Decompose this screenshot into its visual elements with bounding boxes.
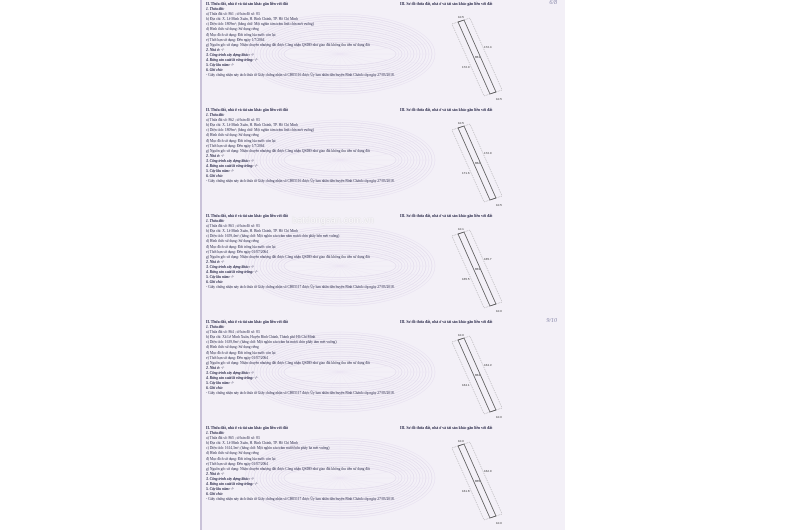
handwritten-page-mark: 9/10: [546, 318, 557, 324]
parcel-info-line: c) Diện tích: 1614,3m²; (bằng chữ: Một nghìn sáu trăm mười bốn phẩy ba mét vuông): [206, 446, 330, 451]
parcel-info-line: a) Thửa đất số: 863 ; tờ bản đồ số: 83: [206, 224, 260, 229]
parcel-info-line: 5. Cây lâu năm: -/-: [206, 381, 235, 386]
parcel-info-line: 2. Nhà ở: -/-: [206, 259, 225, 264]
edge-length-label: 172.0: [462, 65, 470, 69]
parcel-map-section: [400, 214, 560, 314]
parcel-map-section: [400, 2, 560, 102]
section-heading: II. Thửa đất, nhà ở và tài sản khác gắn liền với đất: [206, 426, 288, 430]
parcel-info-line: 1. Thửa đất:: [206, 219, 225, 224]
parcel-info-line: 1. Thửa đất:: [206, 113, 225, 118]
parcel-info-section: [206, 426, 396, 502]
edge-length-label: 10.0: [496, 521, 502, 525]
certificate-page: [200, 106, 565, 213]
parcel-info-line: 6. Ghi chú:: [206, 386, 223, 391]
neighbour-boundary: [452, 128, 490, 202]
edge-length-label: 162.0: [484, 469, 492, 473]
parcel-diagram: [400, 326, 560, 420]
parcel-info-line: d) Hình thức sử dụng: Sử dụng riêng: [206, 239, 259, 244]
parcel-map-section: [400, 426, 560, 526]
parcel-info-line: d) Hình thức sử dụng: Sử dụng riêng: [206, 27, 259, 32]
parcel-info-section: [206, 320, 396, 396]
neighbour-boundary: [452, 446, 490, 520]
edge-length-label: 10.5: [458, 121, 464, 125]
parcel-number-label: 864: [475, 373, 481, 377]
certificate-page: [200, 424, 565, 530]
parcel-info-line: 3. Công trình xây dựng khác: -/-: [206, 476, 255, 481]
parcel-info-line: g) Nguồn gốc sử dụng: Nhận chuyển nhượng đất được Công nhận QSDĐ như giao đất không thu tiền sử dụng đất: [206, 254, 370, 259]
edge-length-label: 10.1: [458, 227, 464, 231]
parcel-info-line: e) Thời hạn sử dụng: Đến ngày 1/7/2064: [206, 37, 265, 42]
neighbour-boundary: [464, 124, 502, 198]
parcel-info-line: - Giấy chứng nhận này tách thửa từ Giấy chứng nhận số CH05117 được Ủy ban nhân dân huyện Bình Chánh cấp ngày 27/03/2018.: [206, 285, 395, 290]
edge-length-label: 10.0: [496, 309, 502, 313]
watermark-text: batdongsan.com.vn: [292, 215, 374, 225]
parcel-info-section: [206, 2, 396, 78]
parcel-info-line: 6. Ghi chú:: [206, 492, 223, 497]
parcel-map-section: [400, 320, 560, 420]
parcel-info-line: e) Thời hạn sử dụng: Đến ngày 01/07/2064: [206, 249, 268, 254]
certificate-page: [200, 318, 565, 425]
parcel-info-line: 2. Nhà ở: -/-: [206, 365, 225, 370]
edge-length-label: 10.0: [458, 439, 464, 443]
parcel-info-line: 4. Rừng sản xuất là rừng trồng: -/-: [206, 482, 258, 487]
parcel-info-line: a) Thửa đất số: 862 ; tờ bản đồ số: 83: [206, 118, 260, 123]
parcel-info-line: 1. Thửa đất:: [206, 431, 225, 436]
certificate-page: [200, 0, 565, 107]
parcel-info-line: - Giấy chứng nhận này tách thửa từ Giấy chứng nhận số CH05117 được Ủy ban nhân dân huyện Bình Chánh cấp ngày 27/03/2018.: [206, 391, 395, 396]
map-heading: III. Sơ đồ thửa đất, nhà ở và tài sản khác gắn liền với đất: [400, 2, 493, 6]
parcel-info-line: 5. Cây lâu năm: -/-: [206, 487, 235, 492]
parcel-info-line: - Giấy chứng nhận này tách thửa từ Giấy chứng nhận số CH05116 được Ủy ban nhân dân huyện Bình Chánh cấp ngày 27/03/2018.: [206, 73, 395, 78]
edge-length-label: 10.0: [458, 333, 464, 337]
parcel-info-line: e) Thời hạn sử dụng: Đến ngày 1/7/2064: [206, 143, 265, 148]
parcel-number-label: 863: [475, 267, 481, 271]
edge-length-label: 172.0: [484, 151, 492, 155]
edge-length-label: 171.6: [462, 171, 470, 175]
edge-length-label: 10.5: [496, 203, 502, 207]
parcel-info-line: a) Thửa đất số: 864 ; tờ bản đồ số: 83: [206, 330, 260, 335]
parcel-info-line: 5. Cây lâu năm: -/-: [206, 169, 235, 174]
parcel-map-section: [400, 108, 560, 208]
parcel-info-line: đ) Mục đích sử dụng: Đất trồng lúa nước còn lại: [206, 138, 276, 143]
parcel-diagram: [400, 432, 560, 526]
edge-length-label: 165.5: [462, 277, 470, 281]
parcel-info-line: 1. Thửa đất:: [206, 325, 225, 330]
section-heading: II. Thửa đất, nhà ở và tài sản khác gắn liền với đất: [206, 214, 288, 218]
parcel-number-label: 865: [475, 479, 481, 483]
edge-length-label: 164.1: [462, 383, 470, 387]
edge-length-label: 161.8: [462, 489, 470, 493]
parcel-diagram: [400, 8, 560, 102]
parcel-info-line: 6. Ghi chú:: [206, 68, 223, 73]
parcel-info-line: g) Nguồn gốc sử dụng: Nhận chuyển nhượng đất được Công nhận QSDĐ như giao đất không thu tiền sử dụng đất: [206, 42, 370, 47]
edge-length-label: 164.3: [484, 363, 492, 367]
parcel-info-line: c) Diện tích: 1639,8m²; (bằng chữ: Một nghìn sáu trăm ba mươi chín phẩy tám mét vuông): [206, 340, 337, 345]
parcel-diagram: [400, 220, 560, 314]
edge-length-label: 10.5: [496, 97, 502, 101]
parcel-info-line: e) Thời hạn sử dụng: Đến ngày 01/07/2064: [206, 355, 268, 360]
parcel-info-line: g) Nguồn gốc sử dụng: Nhận chuyển nhượng đất được Công nhận QSDĐ như giao đất không thu tiền sử dụng đất: [206, 360, 370, 365]
certificate-page: [200, 212, 565, 319]
parcel-info-line: 2. Nhà ở: -/-: [206, 153, 225, 158]
parcel-info-line: đ) Mục đích sử dụng: Đất trồng lúa nước còn lại: [206, 456, 276, 461]
parcel-info-line: 2. Nhà ở: -/-: [206, 471, 225, 476]
neighbour-boundary: [464, 442, 502, 516]
parcel-info-line: 4. Rừng sản xuất là rừng trồng: -/-: [206, 376, 258, 381]
neighbour-boundary: [464, 230, 502, 304]
parcel-info-line: b) Địa chỉ: X. Lê Minh Xuân, H. Bình Chánh, TP. Hồ Chí Minh: [206, 123, 298, 128]
map-heading: III. Sơ đồ thửa đất, nhà ở và tài sản khác gắn liền với đất: [400, 426, 493, 430]
parcel-info-line: d) Hình thức sử dụng: Sử dụng riêng: [206, 451, 259, 456]
parcel-info-line: 4. Rừng sản xuất là rừng trồng: -/-: [206, 270, 258, 275]
parcel-info-line: d) Hình thức sử dụng: Sử dụng riêng: [206, 345, 259, 350]
parcel-info-line: 3. Công trình xây dựng khác: -/-: [206, 52, 255, 57]
edge-length-label: 10.5: [458, 15, 464, 19]
parcel-info-line: 1. Thửa đất:: [206, 7, 225, 12]
neighbour-boundary: [452, 234, 490, 308]
parcel-info-line: 5. Cây lâu năm: -/-: [206, 63, 235, 68]
parcel-info-line: a) Thửa đất số: 861 ; tờ bản đồ số: 83: [206, 12, 260, 17]
parcel-info-line: c) Diện tích: 1659,4m²; (bằng chữ: Một nghìn sáu trăm năm mươi chín phẩy bốn mét vuông): [206, 234, 340, 239]
parcel-info-line: 2. Nhà ở: -/-: [206, 47, 225, 52]
parcel-info-line: đ) Mục đích sử dụng: Đất trồng lúa nước còn lại: [206, 350, 276, 355]
parcel-diagram: [400, 114, 560, 208]
handwritten-page-mark: 6/8: [549, 0, 557, 6]
parcel-number-label: 861: [475, 55, 481, 59]
neighbour-boundary: [452, 22, 490, 96]
neighbour-boundary: [452, 340, 490, 414]
parcel-info-line: b) Địa chỉ: X. Lê Minh Xuân, H. Bình Chánh, TP. Hồ Chí Minh: [206, 229, 298, 234]
parcel-info-line: b) Địa chỉ: Xã Lê Minh Xuân, Huyện Bình Chánh, Thành phố Hồ Chí Minh: [206, 335, 316, 340]
parcel-info-line: g) Nguồn gốc sử dụng: Nhận chuyển nhượng đất được Công nhận QSDĐ như giao đất không thu tiền sử dụng đất: [206, 466, 370, 471]
map-heading: III. Sơ đồ thửa đất, nhà ở và tài sản khác gắn liền với đất: [400, 108, 493, 112]
section-heading: II. Thửa đất, nhà ở và tài sản khác gắn liền với đất: [206, 2, 288, 6]
parcel-info-line: b) Địa chỉ: X. Lê Minh Xuân, H. Bình Chánh, TP. Hồ Chí Minh: [206, 441, 298, 446]
parcel-info-line: 3. Công trình xây dựng khác: -/-: [206, 264, 255, 269]
parcel-info-line: đ) Mục đích sử dụng: Đất trồng lúa nước còn lại: [206, 32, 276, 37]
parcel-info-line: b) Địa chỉ: X. Lê Minh Xuân, H. Bình Chánh, TP. Hồ Chí Minh: [206, 17, 298, 22]
parcel-info-line: 5. Cây lâu năm: -/-: [206, 275, 235, 280]
map-heading: III. Sơ đồ thửa đất, nhà ở và tài sản khác gắn liền với đất: [400, 320, 493, 324]
neighbour-boundary: [464, 18, 502, 92]
neighbour-boundary: [464, 336, 502, 410]
edge-length-label: 165.7: [484, 257, 492, 261]
parcel-info-section: [206, 108, 396, 184]
parcel-info-line: 4. Rừng sản xuất là rừng trồng: -/-: [206, 58, 258, 63]
parcel-info-line: 6. Ghi chú:: [206, 174, 223, 179]
parcel-info-line: - Giấy chứng nhận này tách thửa từ Giấy chứng nhận số CH05117 được Ủy ban nhân dân huyện Bình Chánh cấp ngày 27/03/2018.: [206, 497, 395, 502]
parcel-info-line: 3. Công trình xây dựng khác: -/-: [206, 370, 255, 375]
parcel-number-label: 862: [475, 161, 481, 165]
certificate-stack: [200, 0, 565, 530]
section-heading: II. Thửa đất, nhà ở và tài sản khác gắn liền với đất: [206, 320, 288, 324]
parcel-info-line: d) Hình thức sử dụng: Sử dụng riêng: [206, 133, 259, 138]
parcel-info-line: 6. Ghi chú:: [206, 280, 223, 285]
parcel-info-section: [206, 214, 396, 290]
parcel-info-line: g) Nguồn gốc sử dụng: Nhận chuyển nhượng đất được Công nhận QSDĐ như giao đất không thu tiền sử dụng đất: [206, 148, 370, 153]
edge-length-label: 172.4: [484, 45, 492, 49]
parcel-info-line: đ) Mục đích sử dụng: Đất trồng lúa nước còn lại: [206, 244, 276, 249]
parcel-info-line: - Giấy chứng nhận này tách thửa từ Giấy chứng nhận số CH05116 được Ủy ban nhân dân huyện Bình Chánh cấp ngày 27/03/2018.: [206, 179, 395, 184]
section-heading: II. Thửa đất, nhà ở và tài sản khác gắn liền với đất: [206, 108, 288, 112]
parcel-info-line: 4. Rừng sản xuất là rừng trồng: -/-: [206, 164, 258, 169]
parcel-info-line: c) Diện tích: 1809m²; (bằng chữ: Một nghìn tám trăm linh chín mét vuông): [206, 128, 314, 133]
parcel-info-line: 3. Công trình xây dựng khác: -/-: [206, 158, 255, 163]
parcel-info-line: a) Thửa đất số: 865 ; tờ bản đồ số: 83: [206, 436, 260, 441]
edge-length-label: 10.0: [496, 415, 502, 419]
parcel-info-line: e) Thời hạn sử dụng: Đến ngày 01/07/2064: [206, 461, 268, 466]
parcel-info-line: c) Diện tích: 1809m²; (bằng chữ: Một nghìn tám trăm linh chín mét vuông): [206, 22, 314, 27]
map-heading: III. Sơ đồ thửa đất, nhà ở và tài sản khác gắn liền với đất: [400, 214, 493, 218]
